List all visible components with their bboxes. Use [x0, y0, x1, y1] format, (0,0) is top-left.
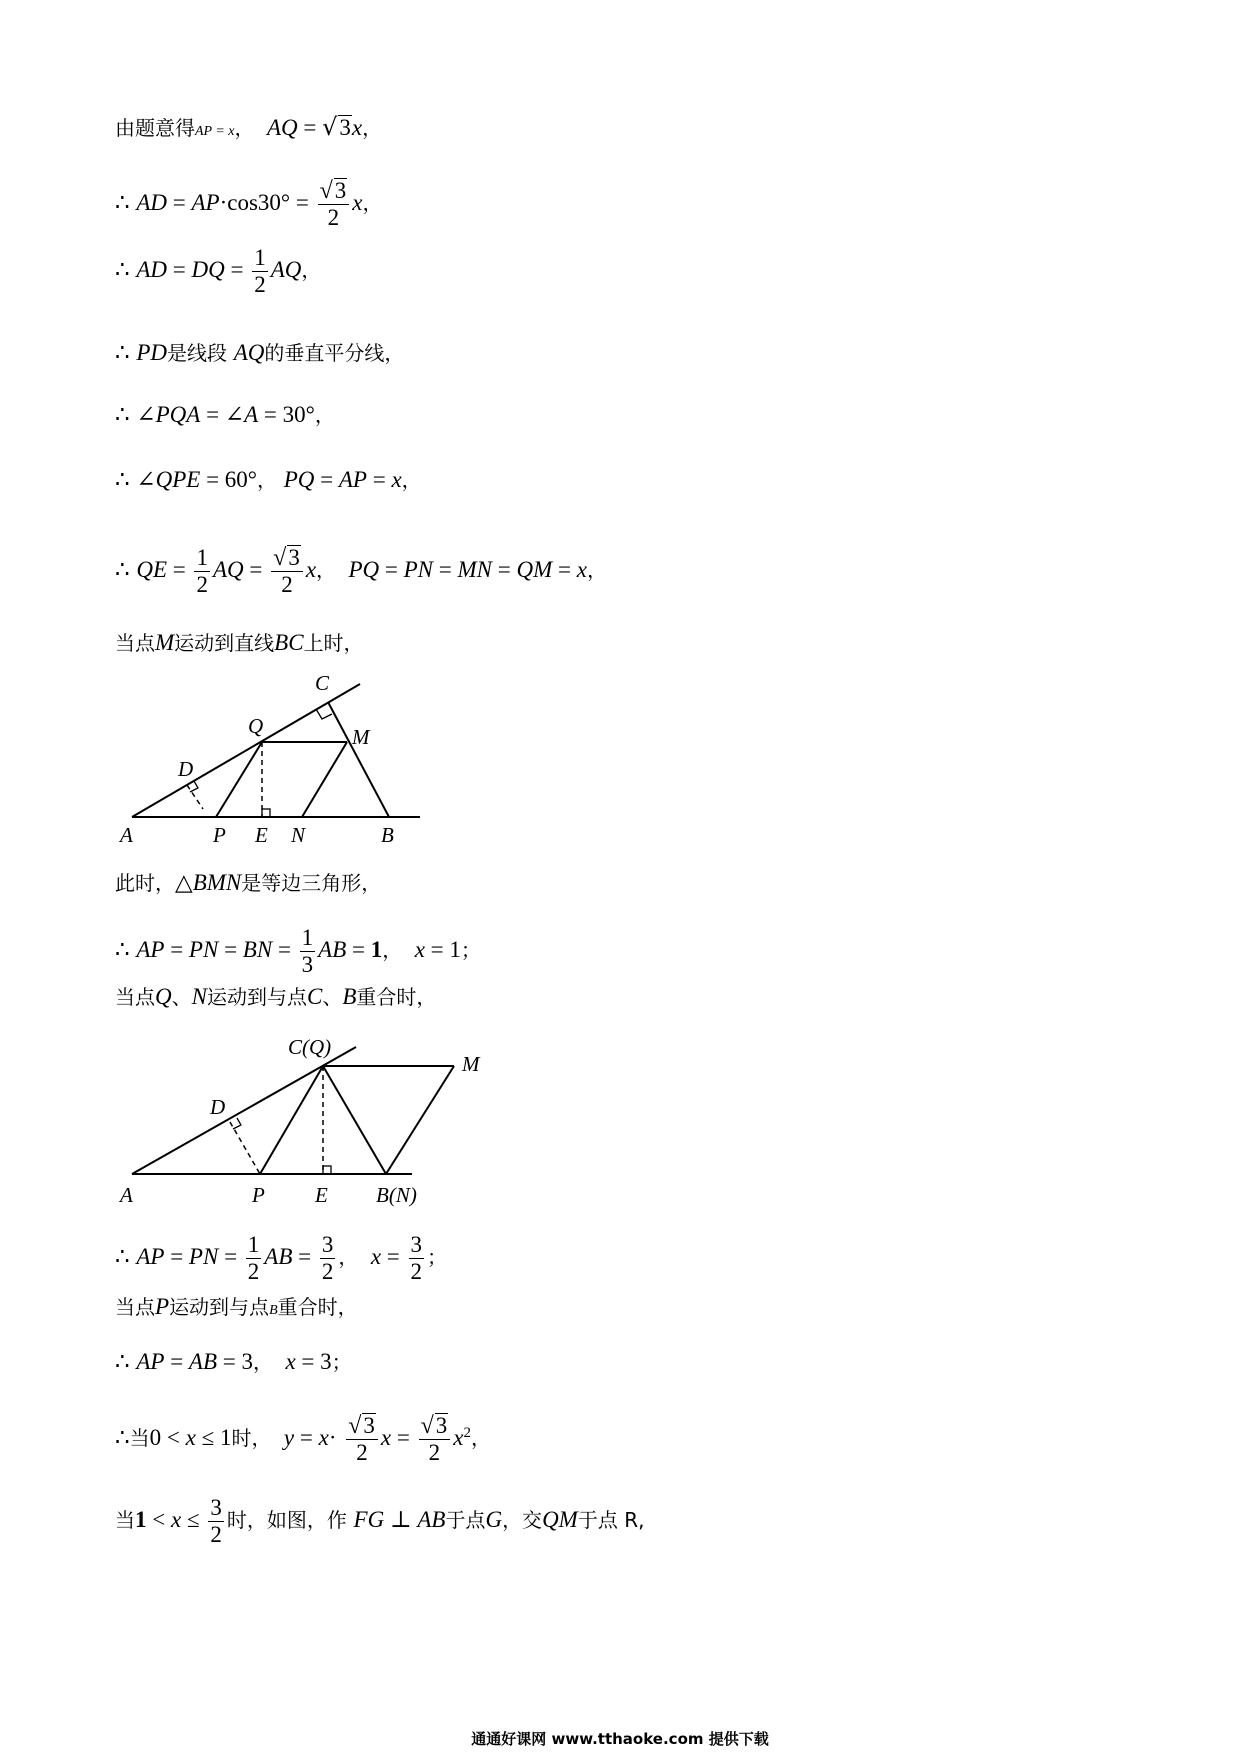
- label-P: P: [213, 823, 226, 847]
- text-segment: ，交: [502, 1508, 543, 1532]
- solution-line-5: ∴ ∠PQA = ∠A = 30°，: [115, 402, 335, 427]
- label-M: M: [462, 1052, 480, 1076]
- triangle-symbol: △: [175, 870, 193, 895]
- solution-line-9: 此时，△BMN是等边三角形，: [115, 870, 382, 895]
- label-D: D: [178, 757, 194, 781]
- text-segment: 此时，: [115, 871, 175, 895]
- text-segment: 当点: [115, 1295, 155, 1319]
- text-segment: 是线段: [167, 341, 227, 365]
- solution-line-15: ∴当0 < x ≤ 1时， y = x· $\frac{√3}{2}$ x = $\frac{√3}{2}$ $x^2$，: [115, 1413, 491, 1465]
- solution-line-7: ∴ QE = $\frac{1}{2}$ AQ = $\frac{√3}{2}$ x， PQ = PN = MN = QM = x，: [115, 545, 607, 597]
- label-C: C: [315, 671, 330, 695]
- page-footer: 通通好课网 www.tthaoke.com 提供下载: [471, 1730, 769, 1748]
- solution-line-1: 由题意得AP = x， AQ = √3x，: [115, 113, 383, 141]
- solution-line-4: ∴ PD是线段 AQ的垂直平分线，: [115, 340, 405, 365]
- text-segment: 运动到与点: [169, 1295, 270, 1319]
- therefore-symbol: ∴: [115, 402, 130, 427]
- solution-line-10: ∴ AP = PN = BN = $\frac{1}{3}$ AB = 1， x = 1；: [115, 925, 481, 977]
- geometry-figure-1: [110, 670, 440, 850]
- label-D: D: [210, 1095, 226, 1119]
- therefore-symbol: ∴: [115, 1244, 130, 1269]
- therefore-symbol: ∴: [115, 937, 130, 962]
- text-segment: 运动到直线: [174, 631, 275, 655]
- text-segment: 运动到与点: [206, 985, 307, 1009]
- label-Q: Q: [248, 714, 264, 738]
- solution-line-11: 当点Q、N运动到与点C、B重合时，: [115, 984, 437, 1009]
- text-segment: 重合时，: [356, 985, 437, 1009]
- text-segment: 重合时，: [277, 1295, 358, 1319]
- text-segment: 于点 R,: [577, 1508, 645, 1532]
- text-segment: 上时，: [303, 631, 364, 655]
- text-segment: 当点: [115, 985, 155, 1009]
- text-segment: 时，: [231, 1426, 272, 1450]
- text-segment: 时，如图，作: [226, 1508, 347, 1532]
- therefore-symbol: ∴: [115, 557, 130, 582]
- solution-line-3: ∴ AD = DQ = $\frac{1}{2}$ AQ，: [115, 245, 322, 297]
- solution-line-6: ∴ ∠QPE = 60°， PQ = AP = x，: [115, 467, 422, 492]
- label-M: M: [352, 725, 370, 749]
- text-segment: 当点: [115, 631, 155, 655]
- label-A: A: [120, 823, 133, 847]
- label-A: A: [120, 1183, 133, 1207]
- label-E: E: [315, 1183, 328, 1207]
- text-segment: 由题意得: [115, 116, 195, 140]
- text-segment: 于点: [445, 1508, 486, 1532]
- geometry-figure-2: [110, 1025, 500, 1215]
- therefore-symbol: ∴: [115, 1425, 130, 1450]
- text-segment: 是等边三角形，: [241, 871, 382, 895]
- text-segment: 当: [115, 1508, 135, 1532]
- therefore-symbol: ∴: [115, 1349, 130, 1374]
- therefore-symbol: ∴: [115, 257, 130, 282]
- solution-line-16: 当1 < x ≤ $\frac{3}{2}$ 时，如图，作 FG ⊥ AB于点G，交QM于点 R,: [115, 1495, 645, 1547]
- label-P: P: [252, 1183, 265, 1207]
- text-segment: 的垂直平分线，: [264, 341, 405, 365]
- label-E: E: [255, 823, 268, 847]
- label-B: B: [381, 823, 394, 847]
- solution-line-12: ∴ AP = PN = $\frac{1}{2}$ AB = $\frac{3}{2}$ ， x = $\frac{3}{2}$ ；: [115, 1232, 448, 1284]
- solution-line-2: ∴ AD = AP·cos30° = $\frac{√3}{2}$ x，: [115, 178, 383, 230]
- label-N: N: [291, 823, 306, 847]
- therefore-symbol: ∴: [115, 340, 130, 365]
- label-C-Q: C(Q): [288, 1035, 332, 1059]
- therefore-symbol: ∴: [115, 467, 130, 492]
- solution-line-13: 当点P运动到与点B重合时，: [115, 1294, 358, 1319]
- therefore-symbol: ∴: [115, 190, 130, 215]
- solution-line-8: 当点M运动到直线BC上时，: [115, 630, 364, 655]
- solution-line-14: ∴ AP = AB = 3， x = 3；: [115, 1349, 352, 1374]
- label-B-N: B(N): [376, 1183, 417, 1207]
- text-segment: 当: [129, 1426, 150, 1450]
